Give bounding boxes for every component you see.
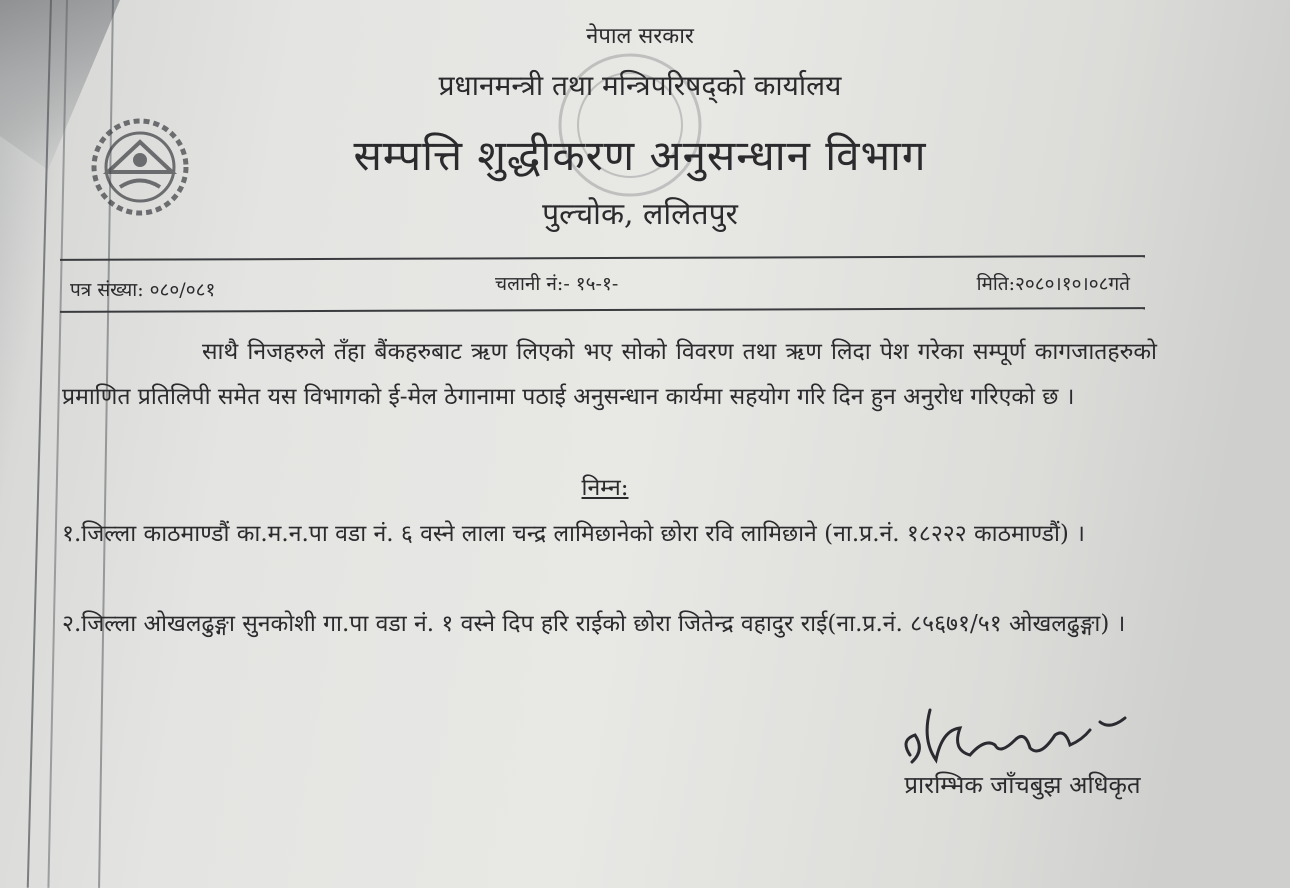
government-name: नेपाल सरकार <box>586 24 694 49</box>
reference-row <box>70 270 1130 304</box>
letter-date: मिति:२०८०।१०।०८गते <box>976 273 1130 295</box>
list-item: २.जिल्ला ओखलढुङ्गा सुनकोशी गा.पा वडा नं. १ वस्ने दिप हरि राईको छोरा जितेन्द्र वहादुर राई(ना.प्र.नं. ८५६७१/५१ ओखलढुङ्गा) । <box>62 611 1126 637</box>
office-name: प्रधानमन्त्री तथा मन्त्रिपरिषद्को कार्यालय <box>438 69 842 102</box>
divider <box>60 307 1145 313</box>
signatory-title: प्रारम्भिक जाँचबुझ अधिकृत <box>904 771 1141 799</box>
dispatch-number: चलानी नं:- १५-१- <box>495 273 619 295</box>
body-paragraph: साथै निजहरुले तँहा बैंकहरुबाट ऋण लिएको भए सोको विवरण तथा ऋण लिदा पेश गरेका सम्पूर्ण कागजातहरुको प्रमाणित प्रतिलिपी समेत यस विभागको ई-मेल ठेगानामा पठाई अनुसन्धान कार्यमा सहयोग गरि दिन हुन अनुरोध गरिएको छ । <box>62 339 1157 410</box>
letter-number: पत्र संख्या: ०८०/०८१ <box>70 279 216 301</box>
list-subheading: निम्न: <box>581 475 629 501</box>
government-emblem-icon <box>80 112 200 222</box>
divider <box>60 255 1145 261</box>
list-item: १.जिल्ला काठमाण्डौं का.म.न.पा वडा नं. ६ वस्ने लाला चन्द्र लामिछानेको छोरा रवि लामिछाने (ना.प्र.नं. १८२२२ काठमाण्डौं) । <box>62 521 1085 547</box>
department-address: पुल्चोक, ललितपुर <box>542 197 738 232</box>
department-name: सम्पत्ति शुद्धीकरण अनुसन्धान विभाग <box>353 131 927 180</box>
